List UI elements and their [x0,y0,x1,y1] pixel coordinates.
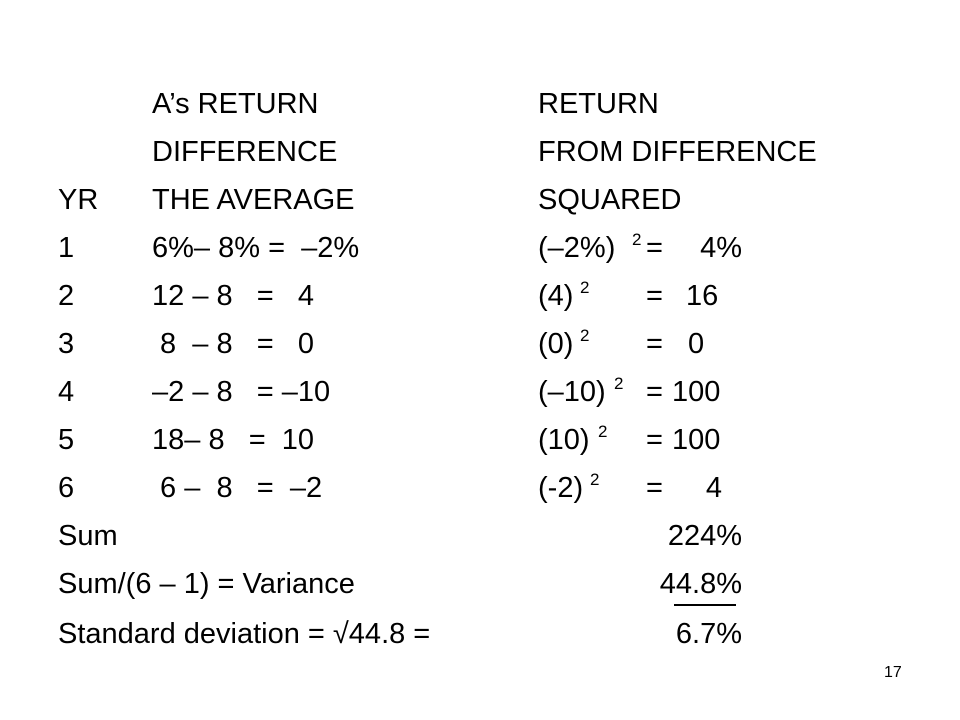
row-3-yr: 3 [58,328,75,360]
std-deviation-value: 6.7% [675,618,742,650]
row-4-exponent: 2 [614,374,624,393]
row-2-difference: 12 – 8 = 4 [152,280,315,312]
row-4-squared-value: 100 [672,376,721,408]
row-5-yr: 5 [58,424,75,456]
row-6-exponent: 2 [590,470,600,489]
row-5-squared-value: 100 [672,424,721,456]
row-2-exponent: 2 [580,278,590,297]
row-1-equals: = [646,232,663,264]
variance-underline [674,604,736,606]
row-1-squared-value: 4% [700,232,742,264]
sum-value: 224% [667,520,742,552]
row-5-equals: = [646,424,663,456]
row-2-equals: = [646,280,663,312]
page-number: 17 [884,664,902,681]
variance-value: 44.8% [659,568,742,600]
row-1-squared-base: (–2%) [538,232,616,264]
row-2-squared-base: (4) [538,280,574,312]
row-3-squared-value: 0 [688,328,705,360]
header-yr: YR [58,184,99,216]
row-2-squared-value: 16 [686,280,719,312]
header-col-b-line1: RETURN [538,88,659,120]
row-6-squared-value: 4 [705,472,722,504]
header-col-b-line2: FROM DIFFERENCE [538,136,817,168]
row-6-difference: 6 – 8 = –2 [152,472,323,504]
header-col-a-line3: THE AVERAGE [152,184,355,216]
std-deviation-label: Standard deviation = √44.8 = [58,618,431,650]
row-2-yr: 2 [58,280,75,312]
row-3-equals: = [646,328,663,360]
row-3-squared-base: (0) [538,328,574,360]
row-1-yr: 1 [58,232,75,264]
row-3-difference: 8 – 8 = 0 [152,328,315,360]
row-5-exponent: 2 [598,422,608,441]
header-col-a-line2: DIFFERENCE [152,136,338,168]
row-6-yr: 6 [58,472,75,504]
sum-label: Sum [58,520,118,552]
variance-label: Sum/(6 – 1) = Variance [58,568,355,600]
row-4-squared-base: (–10) [538,376,606,408]
row-3-exponent: 2 [580,326,590,345]
row-1-exponent: 2 [632,230,642,249]
row-4-yr: 4 [58,376,75,408]
row-4-equals: = [646,376,663,408]
header-col-a-line1: A’s RETURN [152,88,319,120]
row-6-squared-base: (-2) [538,472,584,504]
row-5-squared-base: (10) [538,424,590,456]
row-4-difference: –2 – 8 = –10 [152,376,331,408]
row-5-difference: 18– 8 = 10 [152,424,315,456]
row-1-difference: 6%– 8% = –2% [152,232,360,264]
header-col-b-line3: SQUARED [538,184,682,216]
row-6-equals: = [646,472,663,504]
